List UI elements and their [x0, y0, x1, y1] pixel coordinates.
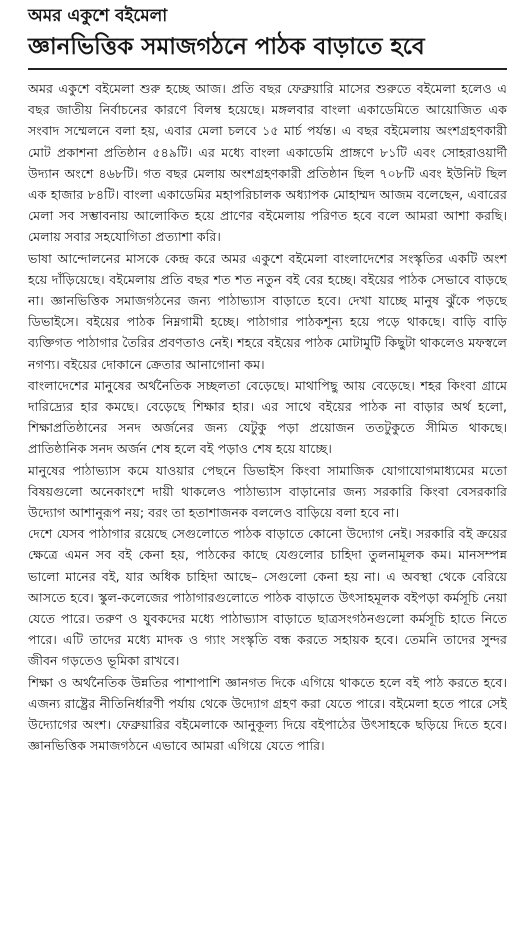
paragraph-5: দেশে যেসব পাঠাগার রয়েছে সেগুলোতে পাঠক বাড়াতে কোনো উদ্যোগ নেই। সরকারি বই ক্রয়ের ক্ষেত্রে এমন সব বই কেনা হয়, পাঠকের কাছে যেগুলোর চাহিদা তুলনামূলক কম। মানসম্পন্ন ভালো মানের বই, যার অধিক চাহিদা আছে– সেগুলো কেনা হয় না। এ অবস্থা থেকে বেরিয়ে আসতে হবে। স্কুল-কলেজের পাঠাগারগুলোতে পাঠক বাড়াতে উৎসাহমূলক বইপড়া কর্মসূচি নেয়া যেতে পারে। তরুণ ও যুবকদের মধ্যে পাঠাভ্যাস বাড়াতে ছাত্রসংগঠনগুলো কর্মসূচি হাতে নিতে পারে। এটি তাদের মধ্যে মাদক ও গ্যাং সংস্কৃতি বন্ধ করতে সহায়ক হবে। তেমনি তাদের সুন্দর জীবন গড়তেও ভূমিকা রাখবে। [28, 526, 507, 669]
headline-divider [28, 68, 507, 70]
paragraph-1: অমর একুশে বইমেলা শুরু হচ্ছে আজ। প্রতি বছর ফেব্রুয়ারি মাসের শুরুতে বইমেলা হলেও এ বছর জাতীয় নির্বাচনের কারণে বিলম্ব হয়েছে। মঙ্গলবার বাংলা একাডেমিতে আয়োজিত এক সংবাদ সম্মেলনে বলা হয়, এবার মেলা চলবে ১৫ মার্চ পর্যন্ত। এ বছর বইমেলায় অংশগ্রহণকারী মোট প্রকাশনা প্রতিষ্ঠান ৫৪৯টি। এর মধ্যে বাংলা একাডেমি প্রাঙ্গণে ৮১টি এবং সোহরাওয়ার্দী উদ্যান অংশে ৪৬৮টি। গত বছর মেলায় অংশগ্রহণকারী প্রতিষ্ঠান ছিল ৭০৮টি এবং ইউনিট ছিল এক হাজার ৮৪টি। বাংলা একাডেমির মহাপরিচালক অধ্যাপক মোহাম্মদ আজম বলেছেন, এবারের মেলা সব সম্ভাবনায় আলোকিত হয়ে প্রাণের বইমেলায় পরিণত হবে বলে আমরা আশা করছি। মেলায় সবার সহযোগিতা প্রত্যাশা করি। [28, 81, 507, 245]
article-body [28, 78, 507, 757]
paragraph-6: শিক্ষা ও অর্থনৈতিক উন্নতির পাশাপাশি জ্ঞানগত দিকে এগিয়ে থাকতে হলে বই পাঠ করতে হবে। এজন্য রাষ্ট্রের নীতিনির্ধারণী পর্যায় থেকে উদ্যোগ গ্রহণ করা যেতে পারে। বইমেলা হতে পারে সেই উদ্যোগের অংশ। ফেব্রুয়ারির বইমেলাকে আনুকূল্য দিয়ে বইপাঠের উৎসাহকে ছড়িয়ে দিতে হবে। জ্ঞানভিত্তিক সমাজগঠনে এভাবে আমরা এগিয়ে যেতে পারি। [28, 674, 507, 754]
article-kicker: অমর একুশে বইমেলা [28, 6, 168, 26]
paragraph-2: ভাষা আন্দোলনের মাসকে কেন্দ্র করে অমর একুশে বইমেলা বাংলাদেশের সংস্কৃতির একটি অংশ হয়ে দাঁড়িয়েছে। বইমেলায় প্রতি বছর শত শত নতুন বই বের হচ্ছে। বইয়ের পাঠক সেভাবে বাড়ছে না। জ্ঞানভিত্তিক সমাজগঠনের জন্য পাঠাভ্যাস বাড়াতে হবে। দেখা যাচ্ছে মানুষ ঝুঁকে পড়ছে ডিভাইসে। বইয়ের পাঠক নিম্নগামী হচ্ছে। পাঠাগার পাঠকশূন্য হয়ে পড়ে থাকছে। বাড়ি বাড়ি ব্যক্তিগত পাঠাগার তৈরির প্রবণতাও নেই। শহরে বইয়ের পাঠক মোটামুটি কিছুটা থাকলেও মফস্বলে নগণ্য। বইয়ের দোকানে ক্রেতার আনাগোনা কম। [28, 250, 507, 372]
paragraph-4: মানুষের পাঠাভ্যাস কমে যাওয়ার পেছনে ডিভাইস কিংবা সামাজিক যোগাযোগমাধ্যমের মতো বিষয়গুলো অনেকাংশে দায়ী থাকলেও পাঠাভ্যাস বাড়ানোর জন্য সরকারি কিংবা বেসরকারি উদ্যোগ আশানুরূপ নয়; বরং তা হতাশাজনক বললেও বাড়িয়ে বলা হবে না। [28, 462, 507, 521]
article-headline: জ্ঞানভিত্তিক সমাজগঠনে পাঠক বাড়াতে হবে [28, 34, 425, 60]
paragraph-3: বাংলাদেশের মানুষের অর্থনৈতিক সচ্ছলতা বেড়েছে। মাথাপিছু আয় বেড়েছে। শহর কিংবা গ্রামে দারিদ্র্যের হার কমছে। বেড়েছে শিক্ষার হার। এর সাথে বইয়ের পাঠক না বাড়ার অর্থ হলো, শিক্ষাপ্রতিষ্ঠানের সনদ অর্জনের জন্য যেটুকু পড়া প্রয়োজন ততটুকুতে সীমিত থাকছে। প্রাতিষ্ঠানিক সনদ অর্জন শেষ হলে বই পড়াও শেষ হয়ে যাচ্ছে। [28, 377, 507, 457]
